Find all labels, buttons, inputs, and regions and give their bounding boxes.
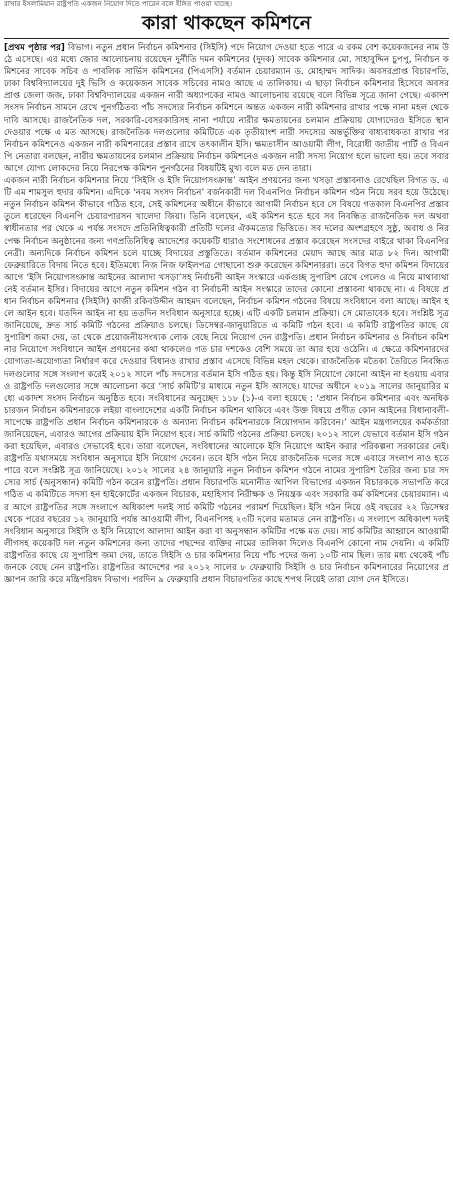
article-body [4, 42, 449, 1186]
headline: কারা থাকছেন কমিশনে [141, 12, 312, 34]
headline-rule [4, 38, 449, 39]
previous-article-fragment: রাখার ইসলামিয়ান রাষ্ট্রপতি একজন নিয়োগ দিতে পারেন বলে ইঙ্গিত পাওয়া যাচ্ছে। [4, 0, 233, 8]
article-paragraph-2 [4, 175, 449, 586]
article-paragraph-1 [4, 42, 449, 175]
paragraph-text: একজন নারী নির্বাচন কমিশনার নিয়ে ‘সিইসি ও ইসি নিয়োগসংক্রান্ত’ আইন প্রণয়নের জন্য খসড়া প্রস্তাবনাও রেখেছিল বিগত ড. এ টি এম শামসুল হুদার কমিশন। এদিকে ‘নবম সংসদ নির্বাচন’ বর্জনকারী দল বিএনপিও নির্বাচন কমিশন গঠন নিয়ে সরব হয়ে উঠেছে। নতুন নির্বাচন কমিশন কীভাবে গঠিত হবে, সেই কমিশনের অধীনে কীভাবে আগামী নির্বাচন হবে সে বিষয়ে গতকাল বিএনপির প্রস্তাব তুলে ধরেছেন বিএনপি চেয়ারপারসন খালেদা জিয়া। তিনি বলেছেন, এই কমিশন হতে হবে সব নিবন্ধিত রাজনৈতিক দল অথবা স্বাধীনতার পর থেকে এ পর্যন্ত সংসদে প্রতিনিধিত্বকারী প্রতিটি দলের ঐকমত্যের ভিত্তিতে। সব দলের অংশগ্রহণে সুষ্ঠু, অবাধ ও নিরপেক্ষ নির্বাচন অনুষ্ঠানের জন্য গণপ্রতিনিধিত্ব আদেশের কয়েকটি ধারাও সংশোধনের প্রস্তাব করেছেন সংসদের বাইরে থাকা বিএনপির নেত্রী। অন্যদিকে নির্বাচন কমিশন চলে যাচ্ছে বিদায়ের প্রস্তুতিতে। বর্তমান কমিশনের মেয়াদ আছে আর মাত্র ৮২ দিন। আগামী ফেব্রুয়ারিতে বিদায় নিতে হবে। ইতিমধ্যে নিজ নিজ ফাইলপত্র গোছানো শুরু করেছেন কমিশনাররা। তবে বিগত হুদা কমিশন বিদায়ের আগে ‘ইসি নিয়োগসংক্রান্ত আইনের আলাদা খসড়া’সহ নির্বাচনী আইন সংস্কারে একগুচ্ছ সুপারিশ রেখে গেলেও এ নিয়ে মাথাব্যথা নেই বর্তমান ইসির। বিদায়ের আগে নতুন কমিশন গঠন বা নির্বাচনী আইন সংস্কারে তাদের কোনো প্রস্তাবনা থাকছে না। এ বিষয়ে প্রধান নির্বাচন কমিশনার (সিইসি) কাজী রকিবউদ্দীন আহমদ বলেছেন, নির্বাচন কমিশন গঠনের বিষয়ে সংবিধানে বলা আছে। আইন হলে আইন হবে। যতদিন আইন না হয় ততদিন সংবিধান অনুসারে হচ্ছে। এটি একটি চলমান প্রক্রিয়া। সে মোতাবেক হবে। সংশ্লিষ্ট সূত্র জানিয়েছে, দ্রুত সার্চ কমিটি গঠনের প্রক্রিয়াও চলছে। ডিসেম্বর-জানুয়ারিতে এ কমিটি গঠন হবে। এ কমিটি রাষ্ট্রপতির কাছে যে সুপারিশ জমা দেয়, তা থেকে প্রয়োজনীয়সংখ্যক লোক বেছে নিয়ে নিয়োগ দেন রাষ্ট্রপতি। প্রধান নির্বাচন কমিশনার ও নির্বাচন কমিশনার নিয়োগে সংবিধানে আইন প্রণয়নের কথা থাকলেও গত চার দশকেও বেশি সময়ে তা আর হয়ে ওঠেনি। এ ক্ষেত্রে কমিশনারদের যোগ্যতা-অযোগ্যতা নির্ধারণ করে দেওয়ার বিধানও রাখার প্রস্তাব এসেছে বিভিন্ন মহল থেকে। রাজনৈতিক মতৈক্য তৈরিতে নিবন্ধিত দলগুলোর সঙ্গে সংলাপ করেই ২০১২ সালে পাঁচ সদস্যের বর্তমান ইসি গঠিত হয়। কিন্তু ইসি নিয়োগে কোনো আইন না হওয়ায় এবারও রাষ্ট্রপতি দলগুলোর সঙ্গে আলোচনা করে ‘সার্চ কমিটি’র মাধ্যমে নতুন ইসি আসছে। যাদের অধীনে ২০১৯ সালের জানুয়ারির মধ্যে একাদশ সংসদ নির্বাচন অনুষ্ঠিত হবে। সংবিধানের অনুচ্ছেদ ১১৮ (১)-এ বলা হয়েছে : ‘প্রধান নির্বাচন কমিশনার এবং অনধিক চারজন নির্বাচন কমিশনারকে লইয়া বাংলাদেশের একটি নির্বাচন কমিশন থাকিবে এবং উক্ত বিষয়ে প্রণীত কোন আইনের বিধানাবলী-সাপেক্ষে রাষ্ট্রপতি প্রধান নির্বাচন কমিশনারকে ও অন্যান্য নির্বাচন কমিশনারকে নিয়োগদান করিবেন।’ আইন মন্ত্রণালয়ের কর্মকর্তারা জানিয়েছেন, এবারও আগের প্রক্রিয়ায় ইসি নিয়োগ হবে। সার্চ কমিটি গঠনের প্রক্রিয়া চলছে। ২০১২ সালে যেভাবে বর্তমান ইসি গঠন করা হয়েছিল, এবারও সেভাবেই হবে। তারা বলেছেন, সংবিধানের আলোকে ইসি নিয়োগে আইন করার পরিকল্পনা সরকারের নেই। রাষ্ট্রপতি যথাসময়ে সংবিধান অনুসারে ইসি নিয়োগ দেবেন। তবে ইসি গঠন নিয়ে রাজনৈতিক দলের সঙ্গে এবারে সংলাপ নাও হতে পারে বলে সংশ্লিষ্ট সূত্র জানিয়েছে। ২০১২ সালের ২৪ জানুয়ারি নতুন নির্বাচন কমিশন গঠনে নামের সুপারিশ তৈরির জন্য চার সদস্যের সার্চ (অনুসন্ধান) কমিটি গঠন করেন রাষ্ট্রপতি। প্রধান বিচারপতি মনোনীত আপিল বিভাগের একজন বিচারককে সভাপতি করে গঠিত এ কমিটিতে সদস্য হন হাইকোর্টের একজন বিচারক, মহাহিসাব নিরীক্ষক ও নিয়ন্ত্রক এবং সরকারি কর্ম কমিশনের চেয়ারম্যান। এর আগে রাষ্ট্রপতির সঙ্গে সংলাপে অধিকাংশ দলই সার্চ কমিটি গঠনের পরামর্শ দিয়েছিল। ইসি গঠন নিয়ে ওই বছরের ২২ ডিসেম্বর থেকে পরের বছরের ১২ জানুয়ারি পর্যন্ত আওয়ামী লীগ, বিএনপিসহ ২৩টি দলের মতামত নেন রাষ্ট্রপতি। এ সংলাপে অধিকাংশ দলই সংবিধান অনুসারে সিইসি ও ইসি নিয়োগে আলাদা আইন করা বা অনুসন্ধান কমিটির পক্ষে মত দেয়। সার্চ কমিটির আহ্বানে আওয়ামী লীগসহ কয়েকটি দল নতুন কমিশনের জন্য তাদের পছন্দের ব্যক্তির নামের তালিকা দিলেও বিএনপি কোনো নাম দেয়নি। এ কমিটি রাষ্ট্রপতির কাছে যে সুপারিশ জমা দেয়, তাতে সিইসি ও চার কমিশনার নিয়ে পাঁচ পদের জন্য ১০টি নাম ছিল। তার মধ্য থেকেই পাঁচজনকে বেছে নেন রাষ্ট্রপতি। রাষ্ট্রপতির আদেশের পর ২০১২ সালের ৮ ফেব্রুয়ারি সিইসি ও চার নির্বাচন কমিশনারের নিয়োগের প্রজ্ঞাপন জারি করে মন্ত্রিপরিষদ বিভাগ। পরদিন ৯ ফেব্রুয়ারি প্রধান বিচারপতির কাছে শপথ নিয়েই তারা যোগ দেন ইসিতে। [4, 176, 449, 586]
paragraph-text: বিভাগ। নতুন প্রধান নির্বাচন কমিশনার (সিইসি) পদে নিয়োগ দেওয়া হতে পারে এ রকম বেশ কয়েকজনের নাম উঠে এসেছে। এর মধ্যে জোর আলোচনায় রয়েছেন দুর্নীতি দমন কমিশনের (দুদক) সাবেক কমিশনার মো. সাহাবুদ্দিন চুপপু, নির্বাচন কমিশনের সাবেক সচিব ও পাবলিক সার্ভিস কমিশনের (পিএসসি) বর্তমান চেয়ারম্যান ড. মোহাম্মদ সাদিক। অবসরপ্রাপ্ত বিচারপতি, ঢাকা বিশ্ববিদ্যালয়ের দুই ভিসি ও কয়েকজন সাবেক সচিবের নামও আছে এ তালিকায়। এ ছাড়া নির্বাচন কমিশনার হিসেবে অবসরপ্রাপ্ত জেলা জজ, ঢাকা বিশ্ববিদ্যালয়ের একজন নারী অধ্যাপকের নামও আলোচনায় রয়েছে বলে বিভিন্ন সূত্রে জানা গেছে। একাদশ সংসদ নির্বাচন সামনে রেখে পুনর্গঠিতব্য পাঁচ সদস্যের নির্বাচন কমিশনে অন্তত একজন নারী কমিশনার রাখার পক্ষে নানা মহল থেকে দাবি আসছে। রাজনৈতিক দল, সরকারি-বেসরকারিসহ নানা পর্যায়ে নারীর ক্ষমতায়নের চলমান প্রক্রিয়ায় যোগ্যদেরও ইসিতে স্থান দেওয়ার পক্ষে এ মত আসছে। রাজনৈতিক দলগুলোর কমিটিতে এক তৃতীয়াংশ নারী সদস্যের অন্তর্ভুক্তির বাধ্যবাধকতা রাখার পর নির্বাচন কমিশনেও একজন নারী কমিশনারের প্রস্তাব রাখে তৎকালীন ইসি। ক্ষমতাসীন আওয়ামী লীগ, বিরোধী জাতীয় পার্টি ও বিএনপি নেতারা বলছেন, নারীর ক্ষমতায়নের চলমান প্রক্রিয়ায় নির্বাচন কমিশনেও একজন নারী সদস্য নিয়োগ হলে ভালো হয়। তবে সবার আগে যোগ্য লোকদের নিয়ে নিরপেক্ষ কমিশন পুনর্গঠনের বিষয়টিই মুখ্য বলে মত দেন তারা। [4, 43, 449, 174]
continuation-label: [প্রথম পৃষ্ঠার পর] [4, 43, 65, 53]
